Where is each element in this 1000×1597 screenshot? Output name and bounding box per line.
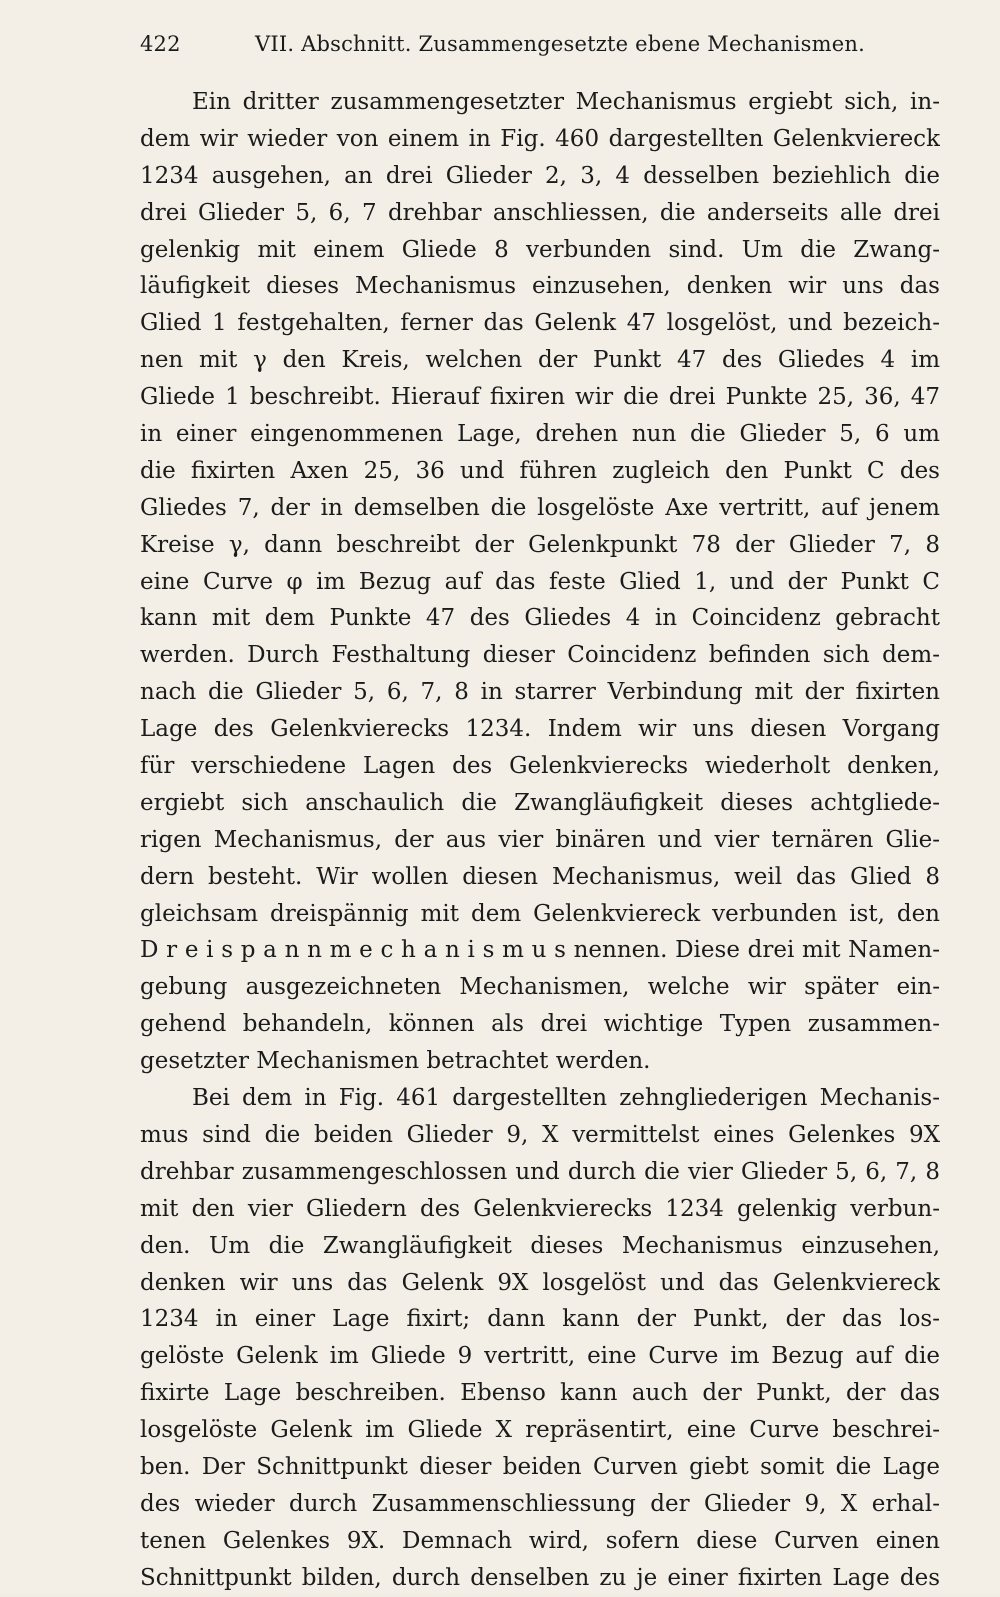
text-line: rigen Mechanismus, der aus vier binären und vier ternären Glie- <box>140 826 940 853</box>
text-line: Ein dritter zusammengesetzter Mechanismus ergiebt sich, in- <box>192 89 940 115</box>
text-line: Schnittpunkt bilden, durch denselben zu je einer fixirten Lage des <box>140 1564 940 1591</box>
text-line: tenen Gelenkes 9X. Demnach wird, sofern diese Curven einen <box>140 1527 940 1554</box>
text-line: eine Curve φ im Bezug auf das feste Glied 1, und der Punkt C <box>140 568 940 595</box>
text-line: gebung ausgezeichneten Mechanismen, welche wir später ein- <box>140 974 940 1001</box>
page-number: 422 <box>140 32 181 56</box>
text-line: dem wir wieder von einem in Fig. 460 dargestellten Gelenkviereck <box>140 125 940 152</box>
text-line: Kreise γ, dann beschreibt der Gelenkpunkt 78 der Glieder 7, 8 <box>140 531 940 558</box>
text-line: kann mit dem Punkte 47 des Gliedes 4 in Coincidenz gebracht <box>140 605 940 632</box>
text-line: gelöste Gelenk im Gliede 9 vertritt, eine Curve im Bezug auf die <box>140 1343 940 1370</box>
text-line: D r e i s p a n n m e c h a n i s m u s nennen. Diese drei mit Namen- <box>140 937 940 964</box>
text-line: Gliedes 7, der in demselben die losgelöste Axe vertritt, auf jenem <box>140 494 940 521</box>
text-line: denken wir uns das Gelenk 9X losgelöst und das Gelenkviereck <box>140 1269 940 1296</box>
running-title: VII. Abschnitt. Zusammengesetzte ebene Mechanismen. <box>255 32 865 56</box>
text-line: gehend behandeln, können als drei wichtige Typen zusammen- <box>140 1011 940 1038</box>
text-line: ergiebt sich anschaulich die Zwangläufigkeit dieses achtgliede- <box>140 789 940 816</box>
text-line: mit den vier Gliedern des Gelenkvierecks 1234 gelenkig verbun- <box>140 1195 940 1222</box>
text-line: dern besteht. Wir wollen diesen Mechanismus, weil das Glied 8 <box>140 863 940 890</box>
text-line: ben. Der Schnittpunkt dieser beiden Curven giebt somit die Lage <box>140 1453 940 1480</box>
text-line: des wieder durch Zusammenschliessung der Glieder 9, X erhal- <box>140 1490 940 1517</box>
text-line: nen mit γ den Kreis, welchen der Punkt 47 des Gliedes 4 im <box>140 347 940 374</box>
text-line: drehbar zusammengeschlossen und durch die vier Glieder 5, 6, 7, 8 <box>140 1158 940 1185</box>
text-line: den. Um die Zwangläufigkeit dieses Mechanismus einzusehen, <box>140 1232 940 1259</box>
text-line: fixirte Lage beschreiben. Ebenso kann auch der Punkt, der das <box>140 1380 940 1407</box>
text-line: werden. Durch Festhaltung dieser Coincidenz befinden sich dem- <box>140 642 940 669</box>
text-line: mus sind die beiden Glieder 9, X vermittelst eines Gelenkes 9X <box>140 1121 940 1148</box>
text-line: läufigkeit dieses Mechanismus einzusehen, denken wir uns das <box>140 273 940 300</box>
text-line: 1234 ausgehen, an drei Glieder 2, 3, 4 desselben beziehlich die <box>140 162 940 189</box>
text-line: gleichsam dreispännig mit dem Gelenkviereck verbunden ist, den <box>140 900 940 927</box>
text-line: 1234 in einer Lage fixirt; dann kann der Punkt, der das los- <box>140 1306 940 1333</box>
running-header <box>140 32 940 68</box>
text-line: Lage des Gelenkvierecks 1234. Indem wir uns diesen Vorgang <box>140 716 940 743</box>
text-line: in einer eingenommenen Lage, drehen nun die Glieder 5, 6 um <box>140 421 940 448</box>
text-line: Gliede 1 beschreibt. Hierauf fixiren wir die drei Punkte 25, 36, 47 <box>140 384 940 411</box>
text-line: für verschiedene Lagen des Gelenkvierecks wiederholt denken, <box>140 753 940 780</box>
text-line: gesetzter Mechanismen betrachtet werden. <box>140 1048 651 1075</box>
text-line: Bei dem in Fig. 461 dargestellten zehngliederigen Mechanis- <box>192 1085 940 1112</box>
text-line: die fixirten Axen 25, 36 und führen zugleich den Punkt C des <box>140 457 940 484</box>
text-line: losgelöste Gelenk im Gliede X repräsentirt, eine Curve beschrei- <box>140 1417 940 1444</box>
body-text <box>140 84 940 1597</box>
text-line: nach die Glieder 5, 6, 7, 8 in starrer Verbindung mit der fixirten <box>140 679 940 706</box>
text-line: Glied 1 festgehalten, ferner das Gelenk 47 losgelöst, und bezeich- <box>140 310 940 337</box>
text-line: gelenkig mit einem Gliede 8 verbunden sind. Um die Zwang- <box>140 236 940 263</box>
text-line: drei Glieder 5, 6, 7 drehbar anschliessen, die anderseits alle drei <box>140 199 940 226</box>
